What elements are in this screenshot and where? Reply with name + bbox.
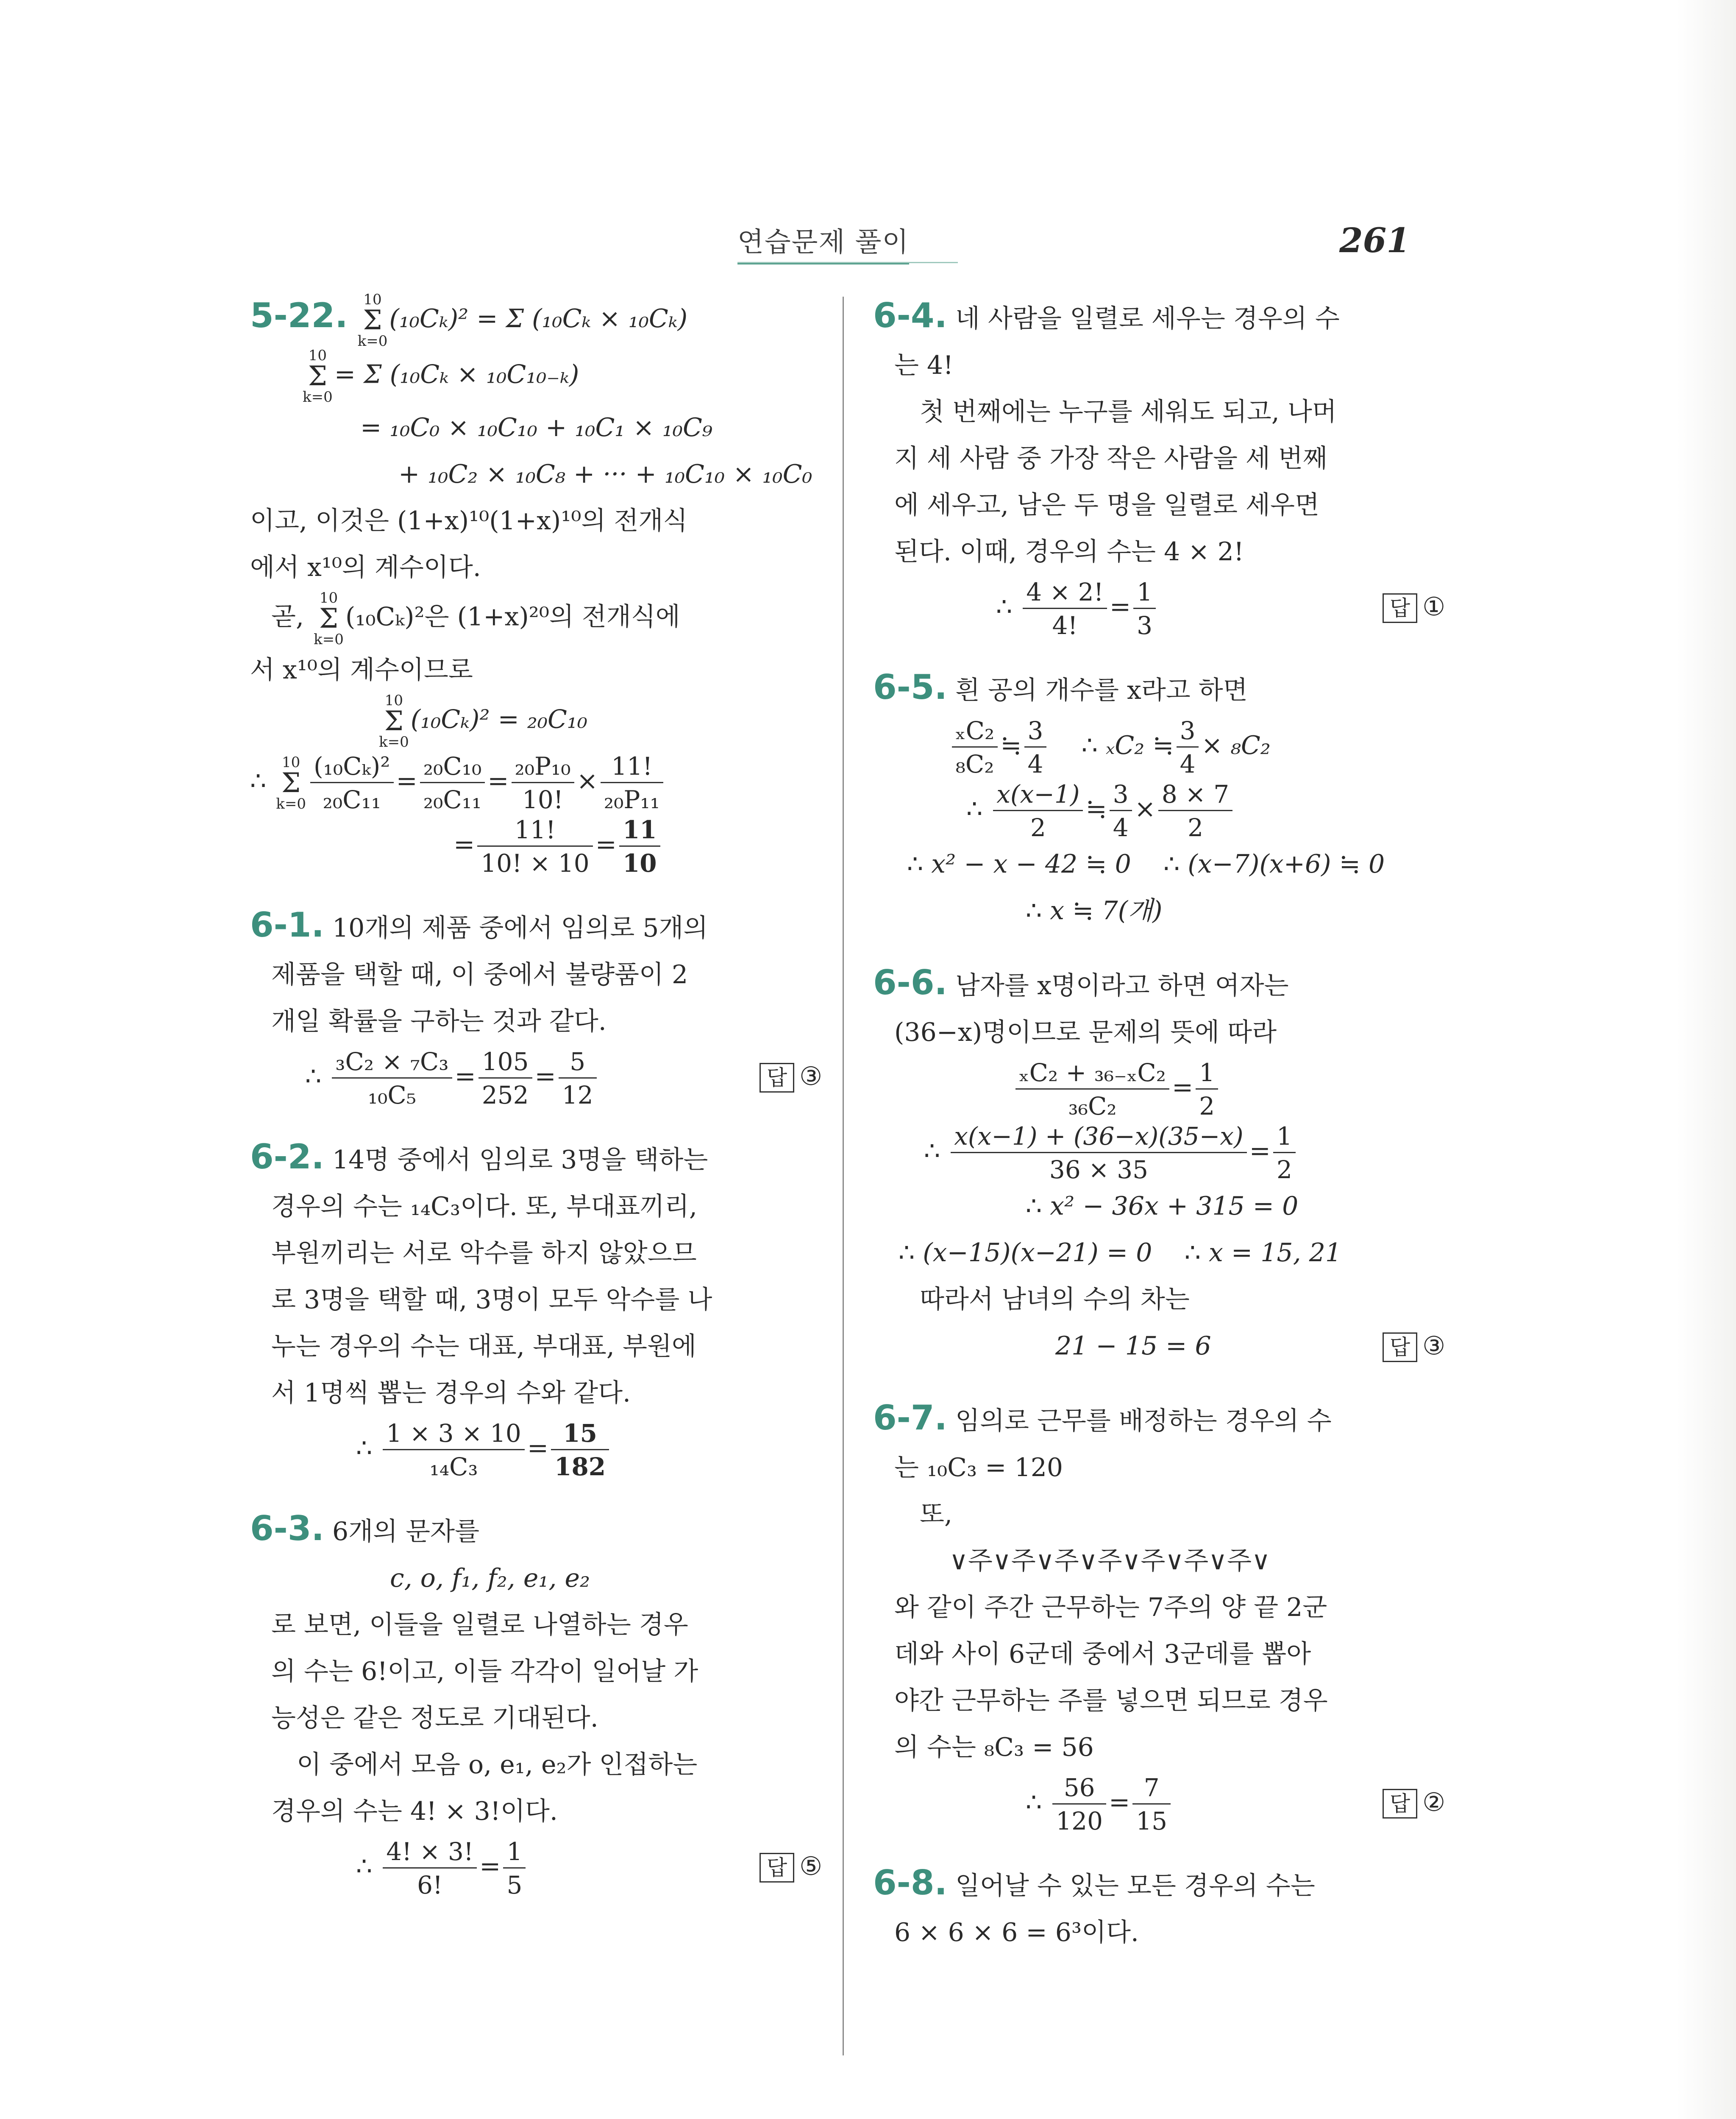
answer-marker: 답 ⑤ [760,1835,822,1898]
therefore-symbol: ∴ [1026,1788,1042,1817]
equation-line: + ₁₀C₂ × ₁₀C₈ + ··· + ₁₀C₁₀ × ₁₀C₀ [398,459,812,489]
summation-symbol: 10 Σ k=0 [276,754,306,812]
fraction: $\frac{1}{3}$ [1133,580,1156,638]
text-line: 따라서 남녀의 수의 차는 [920,1285,1190,1314]
therefore-symbol: ∴ [996,592,1013,622]
therefore-symbol: ∴ [250,766,267,796]
equation-line: = Σ (₁₀Cₖ × ₁₀C₁₀₋ₖ) [334,360,579,389]
problem-number: 6-4. [873,296,947,335]
fraction: $\frac{3}{4}$ [1110,782,1132,840]
problem-number: 6-7. [873,1398,947,1438]
text-line: 제품을 택할 때, 이 중에서 불량품이 2 [271,960,688,990]
fraction: $\frac{x(x-1)}{2}$ [993,782,1083,840]
text-line: 임의로 근무를 배정하는 경우의 수 [955,1406,1332,1436]
problem-6-5: 6-5. 흰 공의 개수를 x라고 하면 $\frac{\text{ₓC₂}}{\text{₈C₂}}$ ≒ $\frac{3}{4}$ ∴ ₓC₂ ≒ $\frac{3}{4}$ × ₈C₂ ∴ $\frac{x(x-1)}{2}$ ≒ $\frac{3}{4}$ × $\frac{8 \times 7}{2}$ ∴ x² − x − 42 ≒ 0 ∴ (x−7)(x+6) ≒ 0 ∴ x ≒ 7(개) [873,667,1385,926]
problem-number: 6-3. [250,1509,324,1549]
fraction: $\frac{7}{15}$ [1132,1775,1171,1833]
fraction: $\frac{1}{2}$ [1273,1124,1296,1182]
text-line: 야간 근무하는 주를 넣으면 되므로 경우 [894,1686,1328,1716]
text-line: 10개의 제품 중에서 임의로 5개의 [332,913,708,943]
text-line: 경우의 수는 4! × 3!이다. [271,1796,558,1827]
text-line: 데와 사이 6군데 중에서 3군데를 뽑아 [894,1639,1311,1669]
equation-line: x² − 36x + 315 = 0 [1050,1191,1299,1221]
text-line: 능성은 같은 정도로 기대된다. [271,1703,598,1733]
problem-number: 6-5. [873,667,947,707]
problem-5-22: 5-22. 10 Σ k=0 (₁₀Cₖ)² = Σ (₁₀Cₖ × ₁₀Cₖ) 10 Σ k=0 = Σ (₁₀Cₖ × ₁₀C₁₀₋ₖ) = ₁₀C₀ × ₁₀C₁₀ + ₁₀C₁ × ₁₀C₉ + ₁₀C₂ × ₁₀C₈ + ··· + ₁₀C₁₀ × ₁₀C₀ 이고, 이것은 (1+x)¹⁰(1+x)¹⁰의 전개식 에서 x¹⁰의 계수이다. 곧, 10 Σ k=0 (₁₀Cₖ)²은 (1+x)²⁰의 전개식에 서 x¹⁰의 계수이므로 10 Σ k=0 (₁₀Cₖ)² = ₂₀C₁₀ ∴ 10 Σ k=0 $\frac{\text{(₁₀Cₖ)²}}{\text{₂₀C₁₁}}$ = $\frac{\text{₂₀C₁₀}}{\text{₂₀C₁₁}}$ = $\frac{\text{₂₀P₁₀}}{10!}$ × $\frac{11!}{\text{₂₀P₁₁}}$ = $\frac{11!}{10! \times 10}$ = $\frac{11}{10}$ [250,291,812,878]
equation-line: 21 − 15 = 6 [1055,1331,1211,1361]
result-fraction: $\frac{15}{182}$ [551,1421,609,1479]
fraction: $\frac{\text{ₓC₂}}{\text{₈C₂}}$ [952,718,998,776]
text-line: (₁₀Cₖ)²은 (1+x)²⁰의 전개식에 [345,602,680,632]
fraction: $\frac{1}{5}$ [503,1839,526,1897]
therefore-symbol: ∴ [1184,1238,1201,1268]
fraction: $\frac{\text{₂₀C₁₀}}{\text{₂₀C₁₁}}$ [420,754,485,812]
text-line: 와 같이 주간 근무하는 7주의 양 끝 2군 [894,1593,1327,1622]
fraction: $\frac{4 \times 2!}{4!}$ [1023,580,1107,638]
problem-6-4: 6-4. 네 사람을 일렬로 세우는 경우의 수 는 4! 첫 번째에는 누구를 세워도 되고, 나머 지 세 사람 중 가장 작은 사람을 세 번째 에 세우고, 남은 두 명을 일렬로 세우면 된다. 이때, 경우의 수는 4 × 2! ∴ $\frac{4 \times 2!}{4!}$ = $\frac{1}{3}$ 답 ① [873,296,1445,640]
problem-6-6: 6-6. 남자를 x명이라고 하면 여자는 (36−x)명이므로 문제의 뜻에 따라 $\frac{\text{ₓC₂ + ₃₆₋ₓC₂}}{\text{₃₆C₂}}$ = $\frac{1}{2}$ ∴ $\frac{x(x-1) + (36-x)(35-x)}{36 \times 35}$ = $\frac{1}{2}$ ∴ x² − 36x + 315 = 0 ∴ (x−15)(x−21) = 0 ∴ x = 15, 21 따라서 남녀의 수의 차는 21 − 15 = 6 답 ③ [873,959,1445,1369]
text-line: 6 × 6 × 6 = 6³이다. [894,1918,1139,1947]
fraction: $\frac{3}{4}$ [1024,718,1047,776]
therefore-symbol: ∴ [305,1062,322,1092]
fraction: $\frac{1 \times 3 \times 10}{\text{₁₄C₃}}$ [383,1421,525,1479]
text-line: 곧, [271,602,304,632]
therefore-symbol: ∴ [1026,896,1042,926]
equation-line: (₁₀Cₖ)² = ₂₀C₁₀ [410,705,588,734]
text-line: 로 3명을 택할 때, 3명이 모두 악수를 나 [271,1285,712,1315]
text-line: (36−x)명이므로 문제의 뜻에 따라 [894,1018,1277,1047]
page-edge-shadow [1677,0,1736,2119]
fraction: $\frac{\text{(₁₀Cₖ)²}}{\text{₂₀C₁₁}}$ [310,754,394,812]
text-line: 누는 경우의 수는 대표, 부대표, 부원에 [271,1332,696,1362]
fraction: $\frac{56}{120}$ [1052,1775,1106,1833]
equation-line: x² − x − 42 ≒ 0 [931,849,1131,879]
answer-marker: 답 ③ [1383,1323,1445,1369]
result-fraction: $\frac{11}{10}$ [619,818,660,876]
text-line: 이고, 이것은 (1+x)¹⁰(1+x)¹⁰의 전개식 [250,506,688,536]
summation-symbol: 10 Σ k=0 [303,347,333,406]
summation-symbol: 10 Σ k=0 [357,291,388,350]
therefore-symbol: ∴ [924,1136,940,1166]
text-line: 에 세우고, 남은 두 명을 일렬로 세우면 [894,490,1319,520]
therefore-symbol: ∴ [1026,1191,1042,1221]
text-line: 첫 번째에는 누구를 세워도 되고, 나머 [920,397,1337,427]
text-line: 지 세 사람 중 가장 작은 사람을 세 번째 [894,444,1327,473]
answer-marker: 답 ② [1383,1771,1445,1834]
therefore-symbol: ∴ [1081,731,1098,760]
text-line: 는 ₁₀C₃ = 120 [894,1453,1063,1482]
equation-line: (x−7)(x+6) ≒ 0 [1188,849,1385,879]
fraction: $\frac{8 \times 7}{2}$ [1158,782,1232,840]
problem-number: 6-6. [873,963,947,1002]
fraction: $\frac{11!}{\text{₂₀P₁₁}}$ [601,754,663,812]
problem-6-3: 6-3. 6개의 문자를 c, o, f₁, f₂, e₁, e₂ 로 보면, 이들을 일렬로 나열하는 경우 의 수는 6!이고, 이들 각각이 일어날 가 능성은 같은 정도로 기대된다. 이 중에서 모음 o, e₁, e₂가 인접하는 경우의 수는 4! × 3!이다. ∴ $\frac{4! \times 3!}{6!}$ = $\frac{1}{5}$ 답 ⑤ [250,1509,822,1900]
fraction: $\frac{5}{12}$ [559,1049,597,1107]
problem-number: 6-8. [873,1863,947,1902]
summation-symbol: 10 Σ k=0 [379,692,409,751]
text-line: 된다. 이때, 경우의 수는 4 × 2! [894,537,1244,567]
text-line: 이 중에서 모음 o, e₁, e₂가 인접하는 [297,1750,698,1780]
text-line: 일어날 수 있는 모든 경우의 수는 [955,1871,1315,1901]
fraction: $\frac{x(x-1) + (36-x)(35-x)}{36 \times 35}$ [951,1124,1246,1182]
text-line: 의 수는 ₈C₃ = 56 [894,1732,1094,1762]
page-header-title: 연습문제 풀이 [737,220,909,264]
problem-number: 6-1. [250,905,324,945]
therefore-symbol: ∴ [1163,849,1180,879]
equation-line: (x−15)(x−21) = 0 [923,1238,1152,1268]
fraction: $\frac{4! \times 3!}{6!}$ [383,1839,477,1897]
text-line: 부원끼리는 서로 악수를 하지 않았으므 [271,1238,697,1268]
fraction: $\frac{\text{₂₀P₁₀}}{10!}$ [512,754,574,812]
text-line: 네 사람을 일렬로 세우는 경우의 수 [955,304,1340,334]
text-line: 로 보면, 이들을 일렬로 나열하는 경우 [271,1610,688,1640]
right-column [873,292,1445,1981]
text-line: 에서 x¹⁰의 계수이다. [250,553,481,583]
header-underline [737,262,958,263]
therefore-symbol: ∴ [966,794,983,824]
equation-line: (₁₀Cₖ)² = Σ (₁₀Cₖ × ₁₀Cₖ) [389,304,688,334]
answer-marker: 답 ③ [760,1045,822,1108]
therefore-symbol: ∴ [356,1852,373,1882]
text-line: 의 수는 6!이고, 이들 각각이 일어날 가 [271,1657,698,1687]
fraction: $\frac{\text{ₓC₂ + ₃₆₋ₓC₂}}{\text{₃₆C₂}}$ [1015,1060,1169,1118]
text-line: c, o, f₁, f₂, e₁, e₂ [390,1563,590,1593]
text-line: 경우의 수는 ₁₄C₃이다. 또, 부대표끼리, [271,1192,698,1222]
fraction: $\frac{1}{2}$ [1196,1060,1218,1118]
text-line: 서 x¹⁰의 계수이므로 [250,655,473,685]
text-line: 남자를 x명이라고 하면 여자는 [955,971,1289,1001]
problem-6-1: 6-1. 10개의 제품 중에서 임의로 5개의 제품을 택할 때, 이 중에서 불량품이 2 개일 확률을 구하는 것과 같다. ∴ $\frac{\text{₃C₂ × ₇C₃}}{\text{₁₀C₅}}$ = $\frac{105}{252}$ = $\frac{5}{12}$ 답 ③ [250,905,822,1110]
left-column [250,292,822,1924]
text-line: 서 1명씩 뽑는 경우의 수와 같다. [271,1378,631,1408]
equation-line: × ₈C₂ [1201,731,1271,760]
problem-number: 6-2. [250,1137,324,1177]
therefore-symbol: ∴ [899,1238,915,1268]
answer-marker: 답 ① [1383,575,1445,639]
text-line: 개일 확률을 구하는 것과 같다. [271,1007,606,1037]
equation-line: ₓC₂ ≒ [1105,731,1174,760]
text-line: 흰 공의 개수를 x라고 하면 [955,676,1248,705]
page-number: 261 [1339,220,1410,260]
text-line: 6개의 문자를 [332,1517,480,1547]
summation-symbol: 10 Σ k=0 [314,590,344,648]
therefore-symbol: ∴ [907,849,924,879]
therefore-symbol: ∴ [356,1433,373,1463]
fraction: $\frac{3}{4}$ [1177,718,1199,776]
problem-6-7: 6-7. 임의로 근무를 배정하는 경우의 수 는 ₁₀C₃ = 120 또, ∨주∨주∨주∨주∨주∨주∨주∨ 와 같이 주간 근무하는 7주의 양 끝 2군 데와 사이 6군데 중에서 3군데를 뽑아 야간 근무하는 주를 넣으면 되므로 경우 의 수는 ₈C₃ = 56 ∴ $\frac{56}{120}$ = $\frac{7}{15}$ 답 ② [873,1398,1445,1835]
equation-line: x = 15, 21 [1208,1238,1342,1268]
problem-6-8 [873,1860,1445,1956]
text-line: 또, [920,1499,953,1529]
column-divider [843,297,844,2055]
problem-number: 5-22. [250,296,348,335]
text-line: 는 4! [894,350,954,380]
fraction: $\frac{\text{₃C₂ × ₇C₃}}{\text{₁₀C₅}}$ [332,1049,452,1107]
fraction: $\frac{11!}{10! \times 10}$ [477,818,593,876]
text-line: 14명 중에서 임의로 3명을 택하는 [332,1145,708,1175]
equation-line: x ≒ 7(개) [1050,896,1163,926]
problem-6-2: 6-2. 14명 중에서 임의로 3명을 택하는 경우의 수는 ₁₄C₃이다. 또, 부대표끼리, 부원끼리는 서로 악수를 하지 않았으므 로 3명을 택할 때, 3명이 모두 악수를 나 누는 경우의 수는 대표, 부대표, 부원에 서 1명씩 뽑는 경우의 수와 같다. ∴ $\frac{1 \times 3 \times 10}{\text{₁₄C₃}}$ = $\frac{15}{182}$ [250,1137,712,1482]
equation-line: = ₁₀C₀ × ₁₀C₁₀ + ₁₀C₁ × ₁₀C₉ [360,413,712,443]
fraction: $\frac{105}{252}$ [479,1049,532,1107]
text-line: ∨주∨주∨주∨주∨주∨주∨주∨ [949,1546,1271,1576]
